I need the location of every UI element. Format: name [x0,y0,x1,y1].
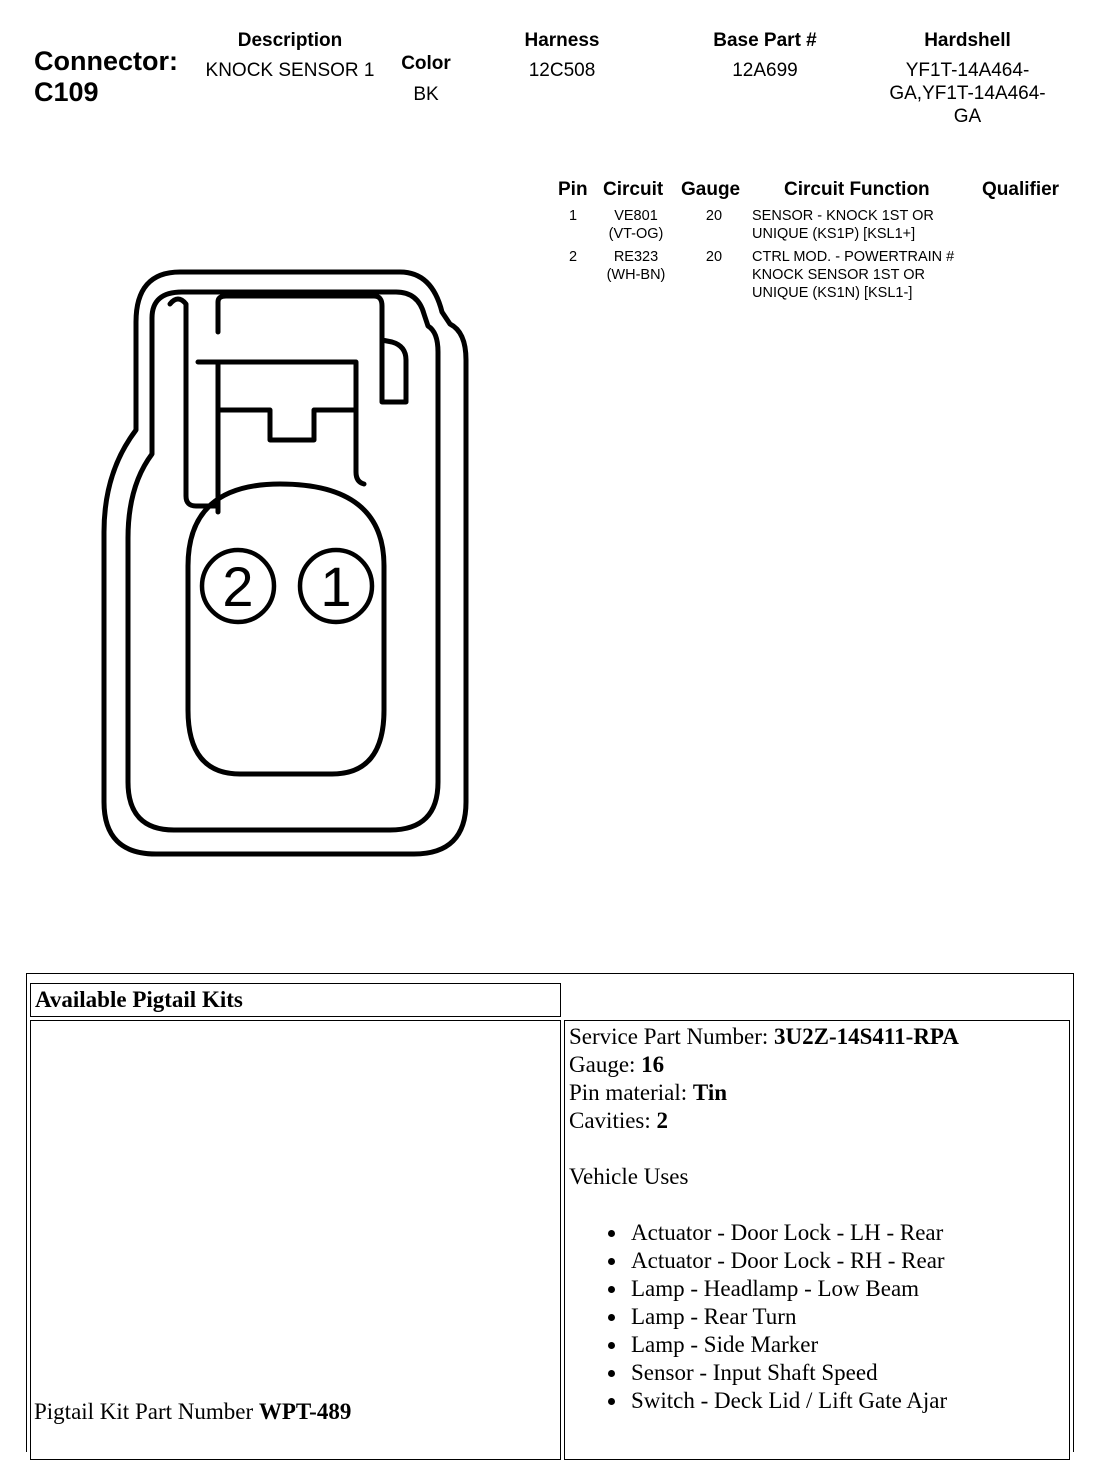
hardshell-value [870,59,1065,128]
pigtail-title-cell [30,983,561,1017]
housing-inner-outline [128,292,438,830]
circuit-line: RE323 [613,249,659,265]
gauge-label: Gauge: [569,1052,642,1077]
connector-face-drawing [70,262,480,872]
latch-frame [218,296,406,402]
list-item [569,1359,1065,1387]
cavities-line [569,1107,1065,1135]
hardshell-line: YF1T-14A464- [905,60,1030,81]
kit-part-value: WPT-489 [258,1399,352,1424]
pin-function [752,207,934,243]
base-part-header: Base Part # [713,30,817,51]
circuit-line: (WH-BN) [606,267,666,283]
pin-function [752,248,954,302]
pin-column-header: Pin [558,179,588,200]
harness-header: Harness [524,30,600,51]
list-item [569,1275,1065,1303]
service-part-label: Service Part Number: [569,1024,775,1049]
cavities-label: Cavities: [569,1108,657,1133]
gauge-value: 16 [641,1052,665,1077]
bullet-icon [608,1230,615,1237]
circuit-line: VE801 [614,208,658,224]
kit-part-label: Pigtail Kit Part Number [34,1399,259,1424]
list-item [569,1247,1065,1275]
vehicle-use-text: Actuator - Door Lock - LH - Rear [631,1220,944,1245]
list-item [569,1387,1065,1415]
cavities-value: 2 [656,1108,669,1133]
latch-inner-frame [198,362,364,484]
pigtail-details-cell [564,1020,1070,1460]
pigtail-kit-part-number [34,1399,351,1425]
function-line: SENSOR - KNOCK 1ST OR [752,208,934,224]
gauge-line [569,1051,1065,1079]
housing-outer-outline [104,272,466,854]
description-value: KNOCK SENSOR 1 [205,60,375,81]
color-value: BK [413,84,439,105]
vehicle-use-text: Switch - Deck Lid / Lift Gate Ajar [631,1388,948,1413]
function-line: UNIQUE (KS1P) [KSL1+] [752,226,916,242]
pigtail-image-cell [30,1020,561,1460]
qualifier-column-header: Qualifier [982,179,1060,200]
vehicle-uses-heading: Vehicle Uses [569,1164,689,1189]
pin-gauge: 20 [705,249,723,265]
hardshell-line: GA [953,106,982,127]
circuit-function-column-header: Circuit Function [784,179,930,200]
vehicle-uses-list [569,1219,1065,1415]
pin-gauge: 20 [705,208,723,224]
bullet-icon [608,1342,615,1349]
base-part-value: 12A699 [732,60,798,81]
pin-number: 2 [569,249,578,265]
circuit-column-header: Circuit [603,179,664,200]
pin-circuit [596,207,676,243]
vehicle-use-text: Sensor - Input Shaft Speed [631,1360,878,1385]
vehicle-use-text: Lamp - Headlamp - Low Beam [631,1276,920,1301]
vehicle-use-text: Lamp - Side Marker [631,1332,819,1357]
description-header: Description [237,30,343,51]
pin-material-label: Pin material: [569,1080,693,1105]
list-item [569,1331,1065,1359]
locking-tab [170,299,218,506]
vehicle-use-text: Lamp - Rear Turn [631,1304,797,1329]
hardshell-header: Hardshell [924,30,1011,51]
function-line: CTRL MOD. - POWERTRAIN # [752,249,955,265]
circuit-line: (VT-OG) [608,226,664,242]
pin-number: 1 [569,208,578,224]
cavity-1-label: 1 [320,555,352,618]
bullet-icon [608,1314,615,1321]
bullet-icon [608,1286,615,1293]
mating-face [188,484,384,774]
hardshell-line: GA,YF1T-14A464- [889,83,1046,104]
connector-id: C109 [34,77,99,107]
pin-circuit [596,248,676,284]
cavity-2-label: 2 [222,555,254,618]
vehicle-use-text: Actuator - Door Lock - RH - Rear [631,1248,945,1273]
bullet-icon [608,1258,615,1265]
function-line: UNIQUE (KS1N) [KSL1-] [752,285,913,301]
color-header: Color [401,53,451,74]
bullet-icon [608,1370,615,1377]
harness-value: 12C508 [528,60,596,81]
service-part-number [569,1023,1065,1051]
function-line: KNOCK SENSOR 1ST OR [752,267,925,283]
pin-material-value: Tin [692,1080,728,1105]
pin-material-line [569,1079,1065,1107]
gauge-column-header: Gauge [681,179,741,200]
bullet-icon [608,1398,615,1405]
service-part-value: 3U2Z-14S411-RPA [774,1024,959,1049]
connector-label: Connector: [34,46,178,76]
list-item [569,1219,1065,1247]
list-item [569,1303,1065,1331]
pigtail-title: Available Pigtail Kits [35,987,243,1012]
